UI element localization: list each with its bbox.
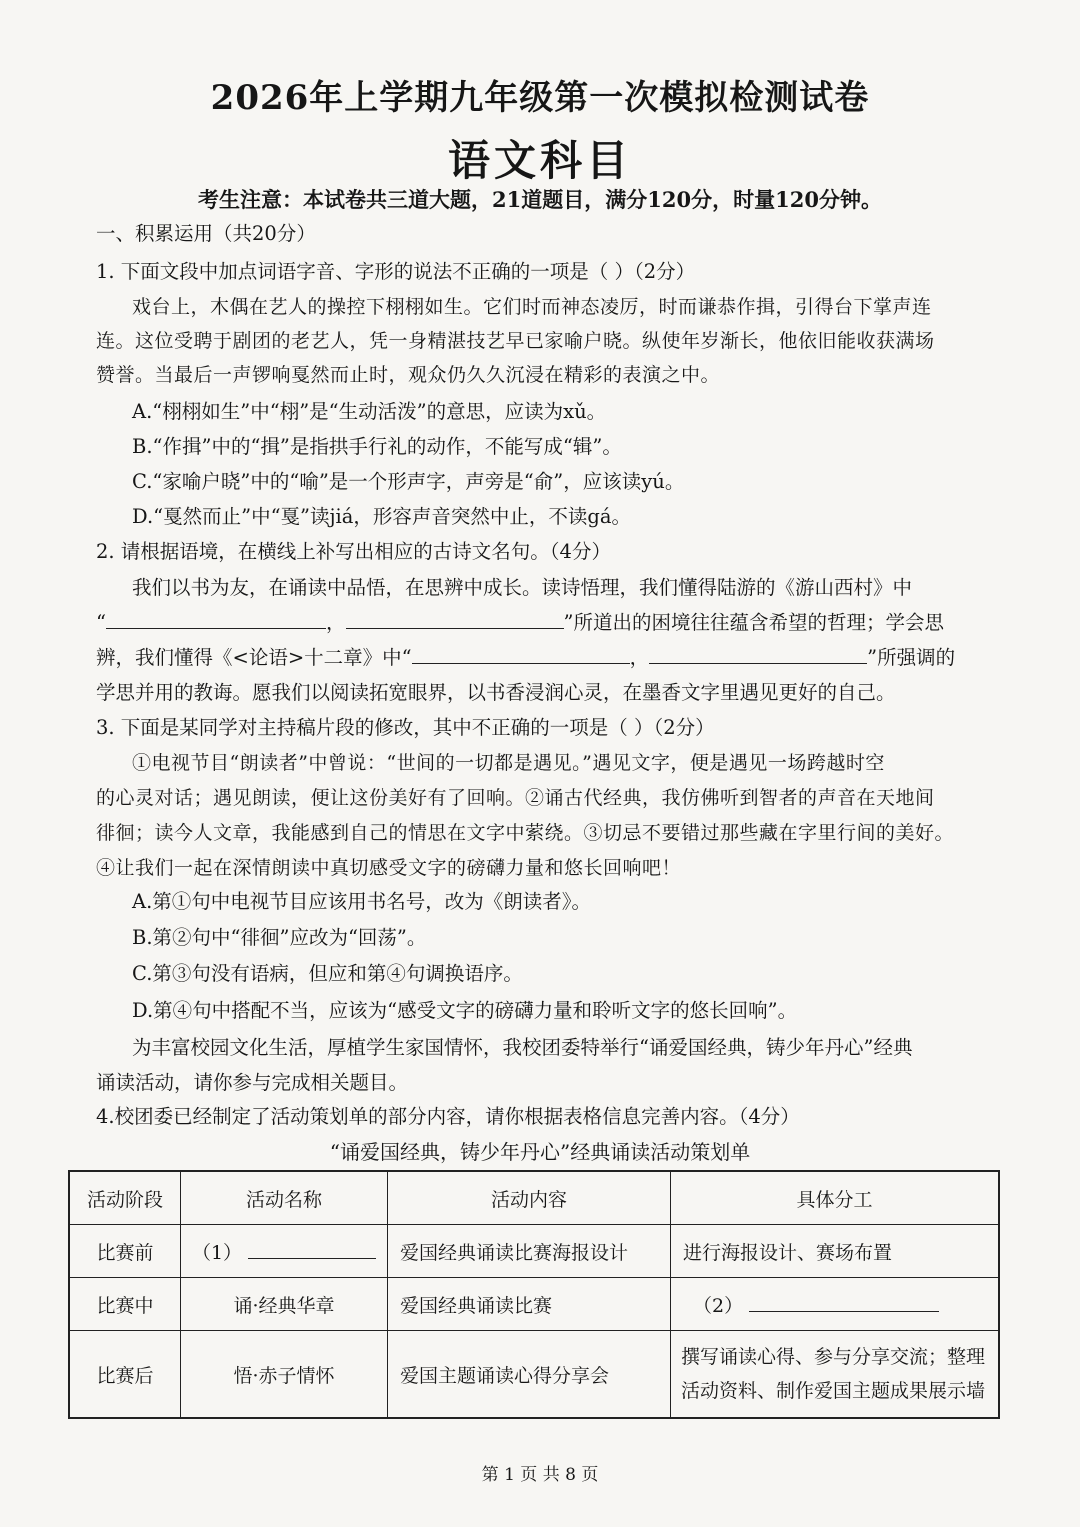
question-1-passage-line-2: 连。这位受聘于剧团的老艺人，凭一身精湛技艺早已家喻户晓。纵使年岁渐长，他依旧能收获满场: [96, 330, 935, 352]
question-2-stem: 2. 请根据语境，在横线上补写出相应的古诗文名句。（4分）: [96, 540, 611, 563]
exam-notice: 考生注意：本试卷共三道大题，21道题目，满分120分，时量120分钟。: [198, 187, 882, 212]
cell-duty: [671, 1278, 1000, 1331]
subject-title: 语文科目: [447, 136, 632, 185]
question-3-option-c: C.第③句没有语病，但应和第④句调换语序。: [132, 962, 523, 985]
question-1-stem: 1. 下面文段中加点词语字音、字形的说法不正确的一项是（ ）（2分）: [96, 260, 696, 283]
header-name: 活动名称: [181, 1171, 388, 1225]
table-row: [69, 1278, 999, 1331]
line-3-head: 辨，我们懂得《<论语>十二章》中“: [96, 646, 412, 669]
question-3-passage-line-4: ④让我们一起在深情朗读中真切感受文字的磅礴力量和悠长回响吧！: [96, 857, 682, 879]
duty-line-2: 活动资料、制作爱国主题成果展示墙: [681, 1380, 986, 1402]
answer-blank-4[interactable]: [649, 645, 867, 664]
question-4-stem: 4.校团委已经制定了活动策划单的部分内容，请你根据表格信息完善内容。（4分）: [96, 1105, 800, 1128]
question-2-line-3: [96, 642, 996, 670]
section-heading: 一、积累运用（共20分）: [96, 222, 316, 245]
duty-line-1: 撰写诵读心得、参与分享交流；整理: [681, 1346, 986, 1368]
line-2-tail: ”所道出的困境往往蕴含希望的哲理；学会思: [563, 611, 944, 634]
table-row: [69, 1331, 999, 1419]
header-stage: 活动阶段: [69, 1171, 181, 1225]
cell-duty: [671, 1331, 1000, 1419]
blank-label: （2）: [693, 1294, 744, 1317]
question-1-option-c: C.“家喻户晓”中的“喻”是一个形声字，声旁是“俞”，应该读yú。: [132, 470, 685, 493]
question-3-passage-line-3: 徘徊；读今人文章，我能感到自己的情思在文字中萦绕。③切忌不要错过那些藏在字里行间的美好。: [96, 822, 955, 844]
activity-plan-table: [68, 1170, 1000, 1419]
question-2-line-1: 我们以书为友，在诵读中品悟，在思辨中成长。读诗悟理，我们懂得陆游的《游山西村》中: [132, 576, 913, 599]
question-3-option-d: D.第④句中搭配不当，应该为“感受文字的磅礴力量和聆听文字的悠长回响”。: [132, 999, 798, 1022]
answer-blank-1[interactable]: [106, 610, 326, 629]
page-number: 第 1 页 共 8 页: [481, 1465, 599, 1485]
question-3-passage-line-2: 的心灵对话；遇见朗读，便让这份美好有了回响。②诵古代经典，我仿佛听到智者的声音在天地间: [96, 787, 935, 809]
answer-blank-table-1[interactable]: [248, 1240, 376, 1259]
cell-content: 爱国经典诵读比赛海报设计: [388, 1225, 671, 1278]
answer-blank-2[interactable]: [346, 610, 564, 629]
answer-blank-3[interactable]: [412, 645, 630, 664]
question-1-passage-line-1: 戏台上，木偶在艺人的操控下栩栩如生。它们时而神态凌厉，时而谦恭作揖，引得台下掌声连: [132, 296, 932, 318]
question-3-option-a: A.第①句中电视节目应该用书名号，改为《朗读者》。: [132, 890, 592, 913]
cell-duty: 进行海报设计、赛场布置: [671, 1225, 1000, 1278]
question-2-line-2: [96, 607, 996, 635]
cell-name: 诵·经典华章: [181, 1278, 388, 1331]
question-3-stem: 3. 下面是某同学对主持稿片段的修改，其中不正确的一项是（ ）（2分）: [96, 716, 715, 739]
cell-stage: 比赛中: [69, 1278, 181, 1331]
question-1-passage-line-3: 赞誉。当最后一声锣响戛然而止时，观众仍久久沉浸在精彩的表演之中。: [96, 364, 721, 386]
question-1-option-a: A.“栩栩如生”中“栩”是“生动活泼”的意思，应读为xǔ。: [132, 400, 607, 423]
cell-stage: 比赛前: [69, 1225, 181, 1278]
cell-content: 爱国主题诵读心得分享会: [388, 1331, 671, 1419]
cell-name: 悟·赤子情怀: [181, 1331, 388, 1419]
question-2-line-4: 学思并用的教诲。愿我们以阅读拓宽眼界，以书香浸润心灵，在墨香文字里遇见更好的自己。: [96, 681, 896, 704]
question-1-option-d: D.“戛然而止”中“戛”读jiá，形容声音突然中止，不读gá。: [132, 505, 632, 528]
activity-intro-line-2: 诵读活动，请你参与完成相关题目。: [96, 1071, 409, 1094]
comma: ，: [629, 646, 650, 669]
table-row: [69, 1225, 999, 1278]
question-3-option-b: B.第②句中“徘徊”应改为“回荡”。: [132, 926, 427, 949]
header-content: 活动内容: [388, 1171, 671, 1225]
header-duty: 具体分工: [671, 1171, 1000, 1225]
activity-intro-line-1: 为丰富校园文化生活，厚植学生家国情怀，我校团委特举行“诵爱国经典，铸少年丹心”经典: [132, 1036, 913, 1059]
comma: ，: [325, 611, 346, 634]
table-header-row: [69, 1171, 999, 1225]
blank-label: （1）: [191, 1241, 243, 1264]
exam-title: 2026年上学期九年级第一次模拟检测试卷: [210, 78, 870, 118]
question-3-passage-line-1: ①电视节目“朗读者”中曾说：“世间的一切都是遇见。”遇见文字，便是遇见一场跨越时空: [132, 752, 885, 774]
question-1-option-b: B.“作揖”中的“揖”是指拱手行礼的动作，不能写成“辑”。: [132, 435, 622, 458]
cell-content: 爱国经典诵读比赛: [388, 1278, 671, 1331]
open-quote: “: [96, 611, 106, 634]
cell-stage: 比赛后: [69, 1331, 181, 1419]
answer-blank-table-2[interactable]: [749, 1293, 939, 1312]
line-3-tail: ”所强调的: [867, 646, 956, 669]
cell-name: [181, 1225, 388, 1278]
table-caption: “诵爱国经典，铸少年丹心”经典诵读活动策划单: [329, 1140, 751, 1164]
